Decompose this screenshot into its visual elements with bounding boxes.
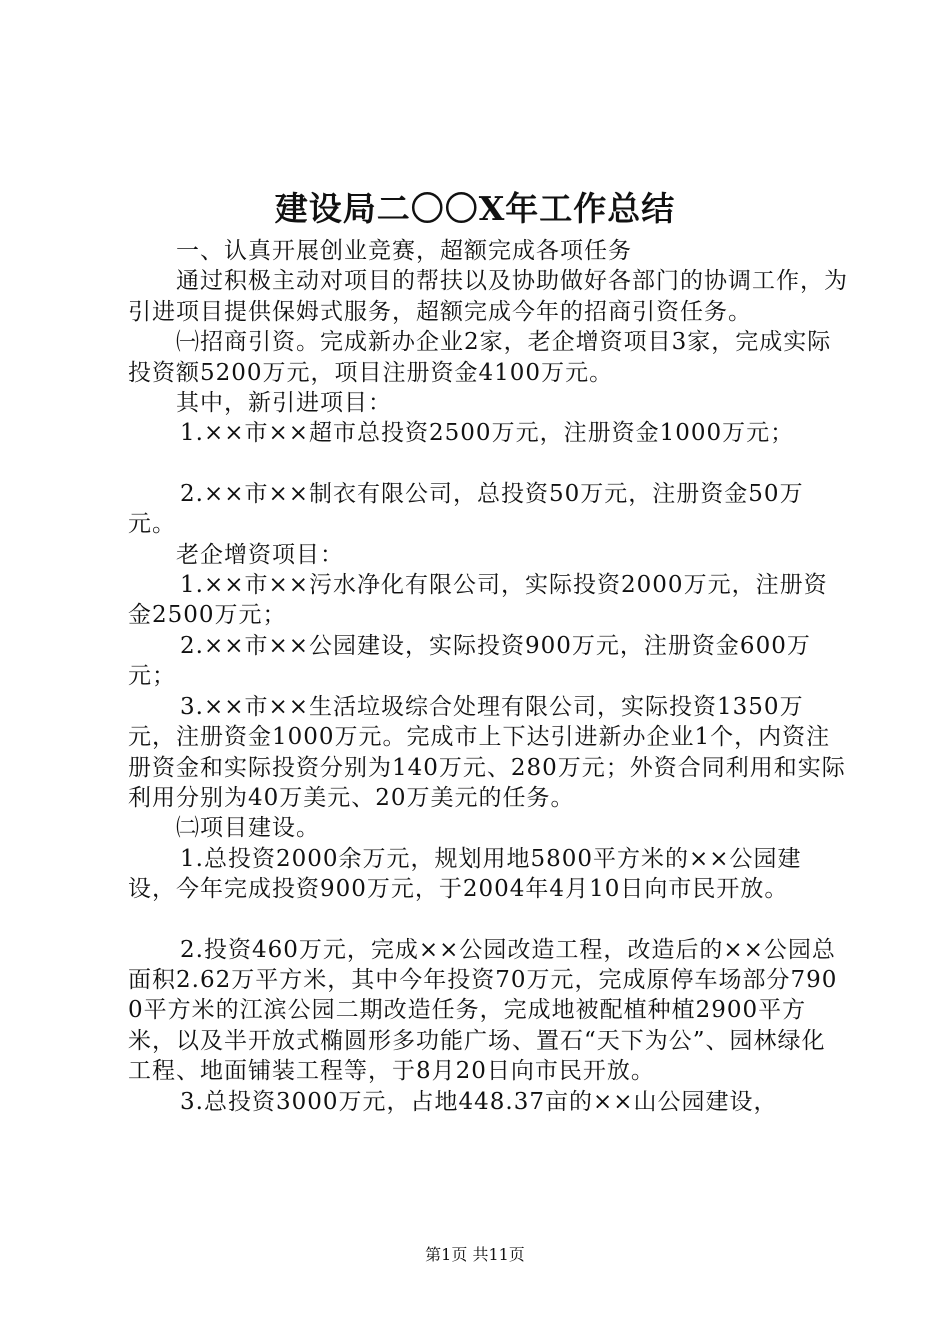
list-item: 3.××市××生活垃圾综合处理有限公司，实际投资1350万元，注册资金1000万元。完成市上下达引进新办企业1个，内资注册资金和实际投资分别为140万元、280万元；外资合同利用和实际利用分别为40万美元、20万美元的任务。 (128, 693, 846, 811)
document-title: 建设局二〇〇X年工作总结 (274, 189, 676, 228)
list-item: 2.××市××制衣有限公司，总投资50万元，注册资金50万元。 (128, 480, 804, 538)
list-item: 1.××市××超市总投资2500万元，注册资金1000万元； (180, 420, 795, 447)
paragraph: 其中，新引进项目： (176, 390, 392, 417)
list-item: 1.××市××污水净化有限公司，实际投资2000万元，注册资金2500万元； (128, 572, 828, 629)
paragraph: ㈡项目建设。 (176, 815, 320, 842)
list-item: 2.××市××公园建设，实际投资900万元，注册资金600万元； (128, 632, 811, 690)
paragraph: 老企增资项目： (176, 541, 344, 568)
document-body (128, 236, 848, 1117)
paragraph: 通过积极主动对项目的帮扶以及协助做好各部门的协调工作，为引进项目提供保姆式服务，超额完成今年的招商引资任务。 (128, 268, 848, 325)
list-item: 2.投资460万元，完成××公园改造工程，改造后的××公园总面积2.62万平方米，其中今年投资70万元，完成原停车场部分7900平方米的江滨公园二期改造任务，完成地被配植种植2900平方米，以及半开放式椭圆形多功能广场、置石“天下为公”、园林绿化工程、地面铺装工程等，于8月20日向市民开放。 (128, 936, 838, 1085)
list-item: 3.总投资3000万元，占地448.37亩的××山公园建设， (180, 1088, 778, 1115)
section-heading: 一、认真开展创业竞赛，超额完成各项任务 (176, 238, 632, 264)
list-item: 1.总投资2000余万元，规划用地5800平方米的××公园建设，今年完成投资900万元，于2004年4月10日向市民开放。 (128, 845, 802, 903)
paragraph: ㈠招商引资。完成新办企业2家，老企增资项目3家，完成实际投资额5200万元，项目注册资金4100万元。 (128, 329, 832, 386)
page-number: 第1页 共11页 (425, 1245, 525, 1264)
